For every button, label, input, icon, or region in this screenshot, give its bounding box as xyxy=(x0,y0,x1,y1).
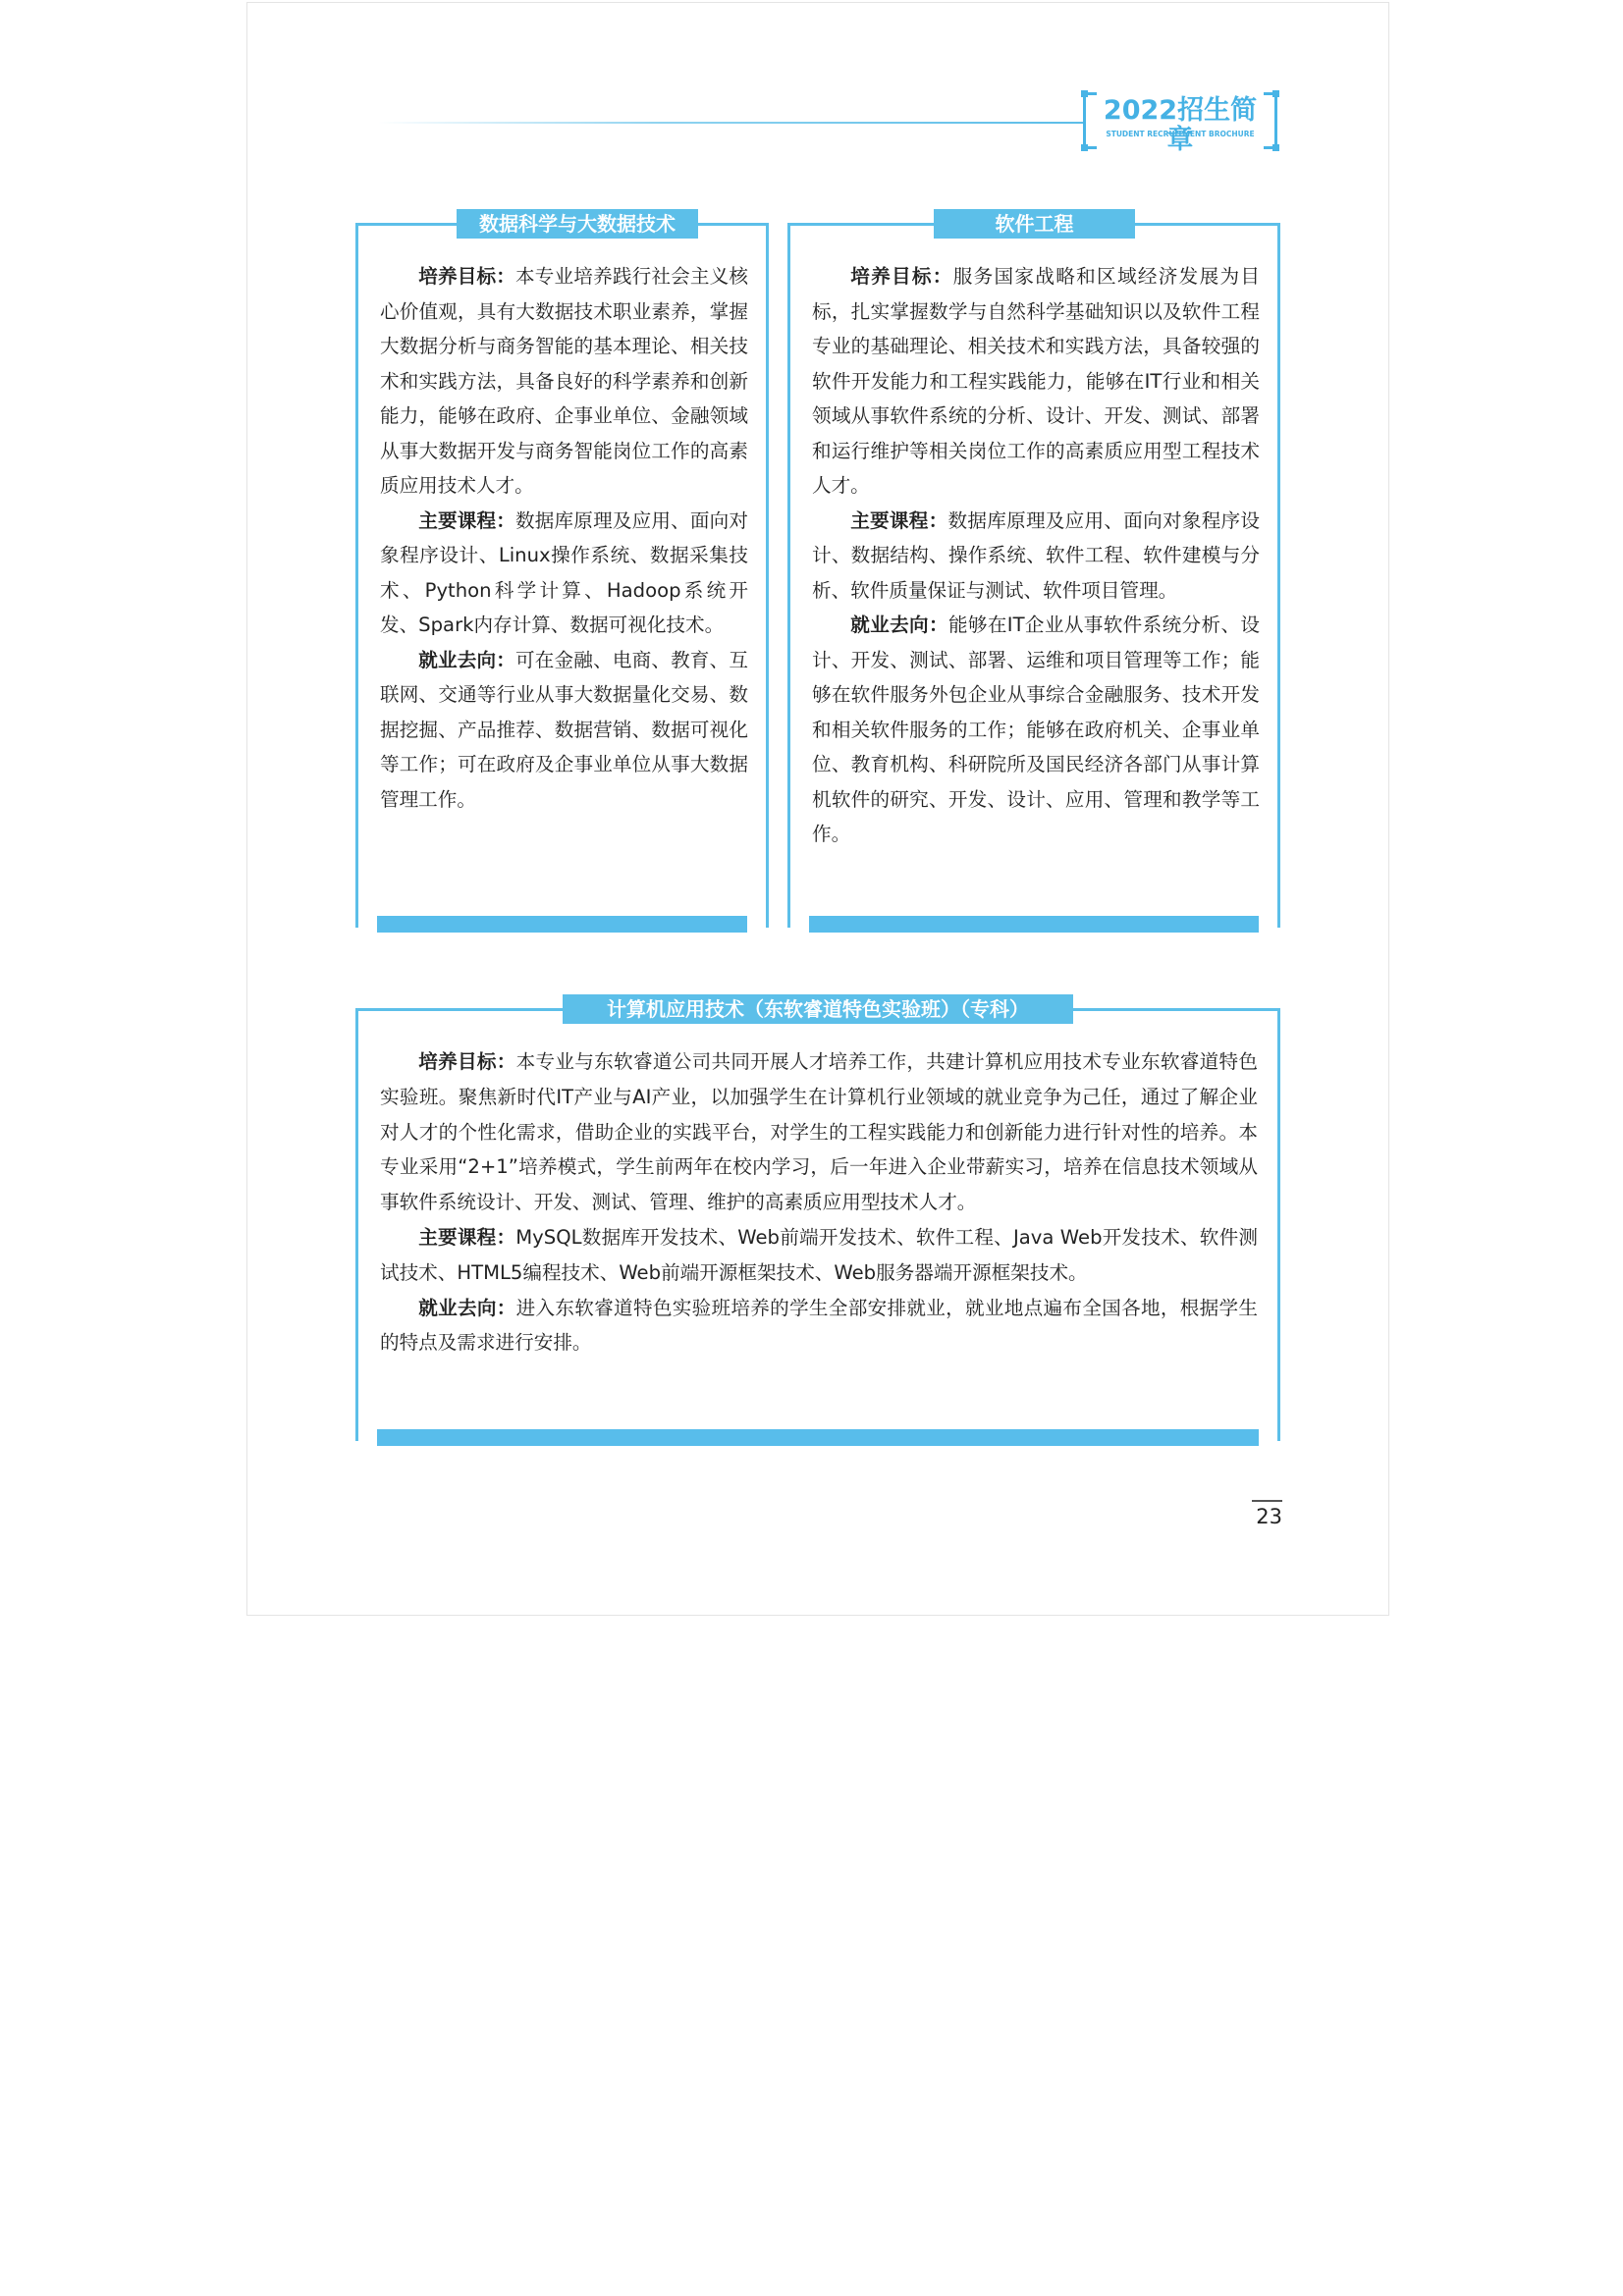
section-body xyxy=(812,259,1260,852)
section-title: 数据科学与大数据技术 xyxy=(457,209,698,239)
paragraph-label: 培养目标： xyxy=(418,1050,516,1073)
section-footer-bar xyxy=(377,1429,1259,1446)
paragraph-label: 就业去向： xyxy=(850,614,948,636)
header-rule xyxy=(378,122,1083,124)
paragraph-text: 服务国家战略和区域经济发展为目标，扎实掌握数学与自然科学基础知识以及软件工程专业的基础理论、相关技术和实践方法，具备较强的软件开发能力和工程实践能力，能够在IT行业和相关领域从事软件系统的分析、设计、开发、测试、部署和运行维护等相关岗位工作的高素质应用型工程技术人才。 xyxy=(812,265,1260,497)
brochure-brand xyxy=(1083,90,1277,155)
section-footer-bar xyxy=(377,916,747,933)
section-body xyxy=(380,1044,1258,1361)
paragraph-courses xyxy=(380,1220,1258,1291)
page-number: 23 xyxy=(1256,1505,1282,1528)
brochure-title: 2022招生简章 xyxy=(1103,95,1258,155)
paragraph-career xyxy=(812,608,1260,852)
page-number-rule xyxy=(1252,1500,1282,1502)
paragraph-label: 主要课程： xyxy=(418,1225,516,1249)
paragraph-career xyxy=(380,1291,1258,1362)
paragraph-label: 主要课程： xyxy=(418,508,516,532)
section-software-engineering xyxy=(787,212,1280,928)
section-footer-bar xyxy=(809,916,1259,933)
paragraph-label: 就业去向： xyxy=(418,648,516,671)
paragraph-courses xyxy=(812,504,1260,609)
paragraph-text: 可在金融、电商、教育、互联网、交通等行业从事大数据量化交易、数据挖掘、产品推荐、数据营销、数据可视化等工作；可在政府及企事业单位从事大数据管理工作。 xyxy=(380,648,749,811)
paragraph-text: MySQL数据库开发技术、Web前端开发技术、软件工程、Java Web开发技术、软件测试技术、HTML5编程技术、Web前端开源框架技术、Web服务器端开源框架技术。 xyxy=(380,1225,1259,1284)
paragraph-text: 进入东软睿道特色实验班培养的学生全部安排就业，就业地点遍布全国各地，根据学生的特点及需求进行安排。 xyxy=(380,1296,1259,1355)
section-body xyxy=(380,259,748,817)
paragraph-label: 培养目标： xyxy=(850,265,953,288)
section-title: 计算机应用技术（东软睿道特色实验班）（专科） xyxy=(563,994,1073,1024)
paragraph-goal xyxy=(812,259,1260,504)
paragraph-text: 本专业培养践行社会主义核心价值观，具有大数据技术职业素养，掌握大数据分析与商务智能的基本理论、相关技术和实践方法，具备良好的科学素养和创新能力，能够在政府、企事业单位、金融领域从事大数据开发与商务智能岗位工作的高素质应用技术人才。 xyxy=(380,265,749,497)
paragraph-text: 能够在IT企业从事软件系统分析、设计、开发、测试、部署、运维和项目管理等工作；能够在软件服务外包企业从事综合金融服务、技术开发和相关软件服务的工作；能够在政府机关、企事业单位、教育机构、科研院所及国民经济各部门从事计算机软件的研究、开发、设计、应用、管理和教学等工作。 xyxy=(812,614,1260,845)
paragraph-label: 培养目标： xyxy=(418,265,516,288)
paragraph-text: 数据库原理及应用、面向对象程序设计、Linux操作系统、数据采集技术、Python科学计算、Hadoop系统开发、Spark内存计算、数据可视化技术。 xyxy=(380,508,749,636)
paragraph-career xyxy=(380,643,748,818)
section-title: 软件工程 xyxy=(934,209,1135,239)
paragraph-goal xyxy=(380,1044,1258,1220)
paragraph-text: 本专业与东软睿道公司共同开展人才培养工作，共建计算机应用技术专业东软睿道特色实验班。聚焦新时代IT产业与AI产业，以加强学生在计算机行业领域的就业竞争为己任，通过了解企业对人才的个性化需求，借助企业的实践平台，对学生的工程实践能力和创新能力进行针对性的培养。本专业采用“2+1”培养模式，学生前两年在校内学习，后一年进入企业带薪实习，培养在信息技术领域从事软件系统设计、开发、测试、管理、维护的高素质应用型技术人才。 xyxy=(380,1050,1259,1214)
paragraph-courses xyxy=(380,504,748,643)
paragraph-label: 主要课程： xyxy=(850,508,948,532)
section-data-science xyxy=(355,212,769,928)
section-computer-application xyxy=(355,997,1280,1441)
paragraph-goal xyxy=(380,259,748,504)
paragraph-label: 就业去向： xyxy=(418,1296,516,1319)
paragraph-text: 数据库原理及应用、面向对象程序设计、数据结构、操作系统、软件工程、软件建模与分析、软件质量保证与测试、软件项目管理。 xyxy=(812,508,1261,602)
brochure-subtitle: STUDENT RECRUITMENT BROCHURE xyxy=(1106,130,1255,138)
